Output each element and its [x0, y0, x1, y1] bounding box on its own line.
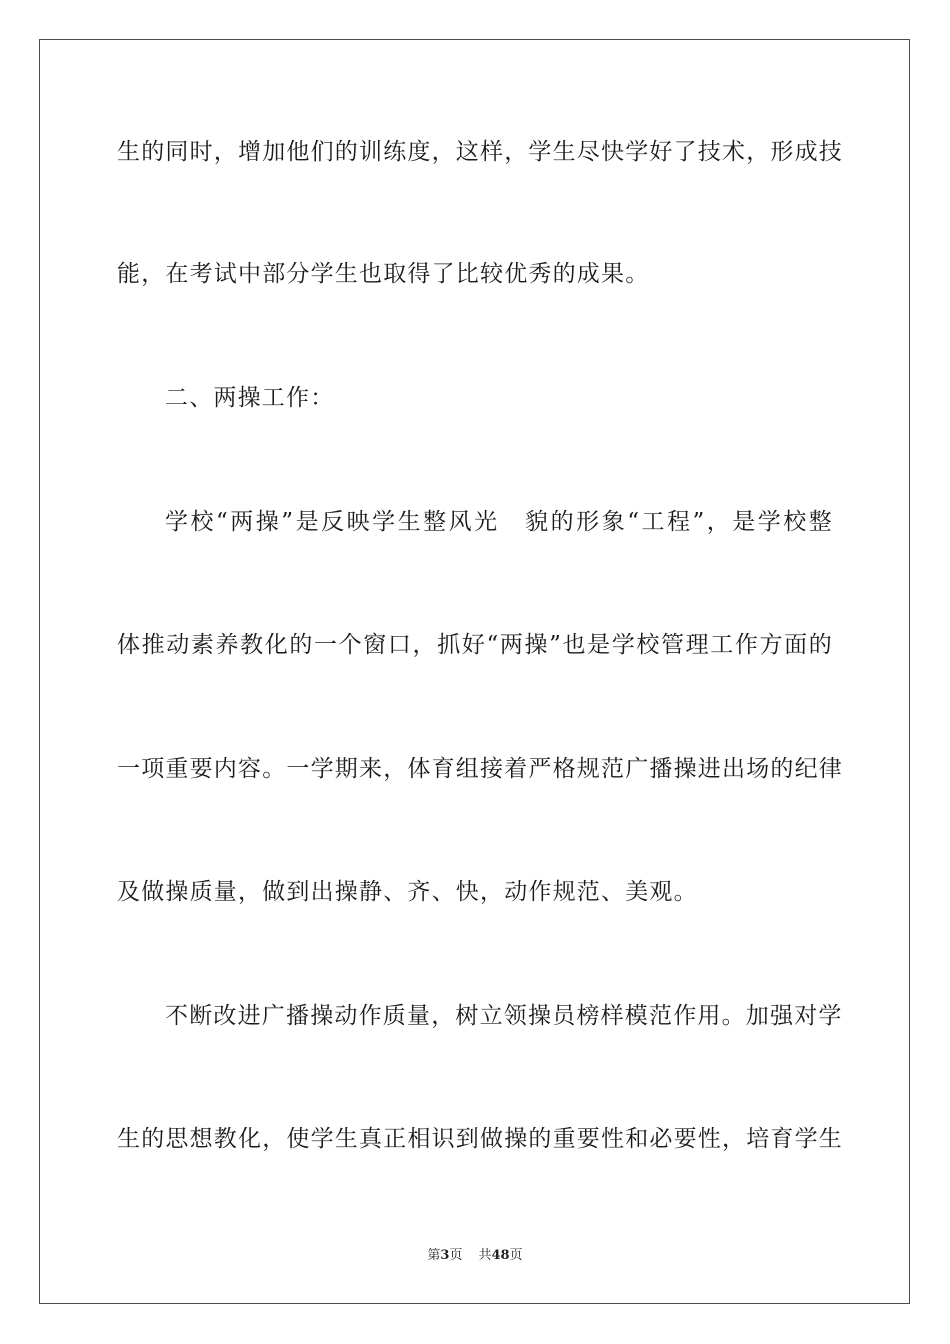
paragraph-line-7: 不断改进广播操动作质量，树立领操员榜样模范作用。加强对学 — [165, 1003, 843, 1029]
page-border — [39, 39, 910, 1304]
footer-total-suffix: 页 — [509, 1248, 523, 1263]
paragraph-line-1: 生的同时，增加他们的训练度，这样，学生尽快学好了技术，形成技 — [117, 139, 843, 165]
footer-total-prefix: 共 — [478, 1248, 492, 1263]
footer-page-total: 48 — [491, 1248, 510, 1263]
paragraph-line-4: 体推动素养教化的一个窗口，抓好“两操”也是学校管理工作方面的 — [117, 632, 833, 658]
footer-page-current: 3 — [440, 1248, 450, 1263]
section-heading: 二、两操工作： — [165, 385, 335, 411]
paragraph-line-5: 一项重要内容。一学期来，体育组接着严格规范广播操进出场的纪律 — [117, 756, 843, 782]
paragraph-line-8: 生的思想教化，使学生真正相识到做操的重要性和必要性，培育学生 — [117, 1126, 843, 1152]
page-footer — [0, 1248, 950, 1264]
footer-page-suffix: 页 — [449, 1248, 463, 1263]
footer-page-prefix: 第 — [427, 1248, 441, 1263]
paragraph-line-2: 能，在考试中部分学生也取得了比较优秀的成果。 — [117, 261, 650, 287]
paragraph-line-3: 学校“两操”是反映学生整风光 貌的形象“工程”，是学校整 — [165, 509, 833, 535]
paragraph-line-6: 及做操质量，做到出操静、齐、快，动作规范、美观。 — [117, 879, 698, 905]
